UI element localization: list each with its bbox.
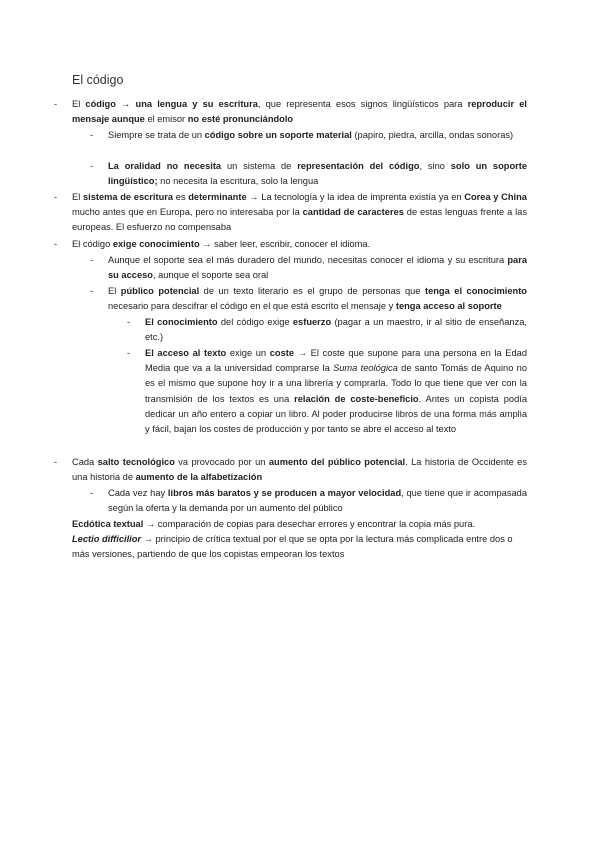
list-item <box>108 253 527 283</box>
text-run: Ecdótica textual <box>72 519 144 529</box>
bullet-marker: - <box>127 348 131 358</box>
text-run: relación de coste-beneficio <box>294 393 419 404</box>
text-run: representación del código <box>297 161 420 171</box>
text-run: tenga el conocimiento <box>424 286 527 296</box>
text-run: un sistema de <box>221 161 298 171</box>
text-run: Lectio difficilior <box>72 534 142 544</box>
text-run: de un texto literario es el grupo de personas que <box>199 286 425 296</box>
text-run: , sino <box>419 161 451 171</box>
text-run: Aunque el soporte sea el más duradero del mundo, necesitas conocer el idioma y su escritura <box>108 255 508 265</box>
text-run: → El coste que supone para una persona en la Edad Media que va a la universidad comprarse la <box>145 348 527 374</box>
text-run: exige un <box>226 348 270 358</box>
text-run: es <box>173 192 189 202</box>
text-run: → <box>115 99 136 109</box>
text-run: reproducir el mensaje aunque <box>72 99 528 125</box>
text-run: (pagar a un maestro, ir al sitio de enseñanza, etc.) <box>145 317 527 343</box>
bullet-marker: - <box>54 99 58 109</box>
list-item <box>72 237 527 252</box>
text-run: aumento de la alfabetización <box>135 472 263 483</box>
text-run: una lengua y su escritura <box>135 99 258 109</box>
text-run: solo un soporte lingüístico; <box>108 161 528 187</box>
text-run: público potencial <box>120 286 200 296</box>
text-run: El <box>72 99 86 109</box>
text-run: El código <box>72 239 113 249</box>
list-item <box>108 159 527 189</box>
text-run: El <box>72 192 83 202</box>
text-run: → saber leer, escribir, conocer el idioma. <box>199 239 371 249</box>
paragraph-ecdotica <box>72 517 527 532</box>
list-item <box>72 190 527 236</box>
text-run: , aunque el soporte sea oral <box>152 270 269 281</box>
text-run: Cada <box>72 457 98 467</box>
text-run: el emisor <box>144 114 188 125</box>
text-run: El conocimiento <box>145 317 218 327</box>
text-run: (papiro, piedra, arcilla, ondas sonoras) <box>351 130 514 140</box>
text-run: → principio de crítica textual por el que se opta por la lectura más complicada entre dos o más versiones, partiendo de que los copistas empeoran los textos <box>72 534 513 560</box>
text-run: El acceso al texto <box>145 348 227 358</box>
text-run: sistema de escritura <box>82 192 174 202</box>
bullet-marker: - <box>54 239 58 249</box>
bullet-marker: - <box>54 457 58 467</box>
text-run: cantidad de caracteres <box>302 207 404 218</box>
paragraph-lectio-difficilior <box>72 532 527 562</box>
bullet-marker: - <box>127 317 131 327</box>
text-run: del código exige <box>217 317 293 327</box>
bullet-marker: - <box>90 488 94 498</box>
text-run: no esté pronunciándolo <box>187 114 294 125</box>
list-item <box>108 284 527 314</box>
bullet-marker: - <box>90 161 94 171</box>
text-run: → La tecnología y la idea de imprenta existía ya en <box>246 192 465 202</box>
list-item <box>108 486 527 516</box>
text-run: coste <box>269 348 295 358</box>
section-title: El código <box>72 73 124 87</box>
text-run: necesario para descifrar el código en el que está escrito el mensaje y <box>108 301 396 312</box>
text-run: exige conocimiento <box>112 239 200 249</box>
bullet-marker: - <box>54 192 58 202</box>
text-run: El <box>108 286 121 296</box>
list-item <box>145 346 527 437</box>
text-run: aumento del público potencial <box>268 457 406 467</box>
text-run: , que tiene que ir acompasada según la oferta y la demanda por un aumento del público <box>108 488 527 514</box>
list-item <box>72 455 527 485</box>
text-run: código sobre un soporte material <box>204 130 352 140</box>
text-run: → comparación de copias para desechar errores y encontrar la copia más pura. <box>143 519 476 529</box>
list-item <box>72 97 527 127</box>
text-run: va provocado por un <box>174 457 269 467</box>
text-run: de santo Tomás de Aquino no es el mismo que supone hoy ir a una librería y comprarla. Todo lo que tiene que ver con la transmisión de los textos es una <box>145 363 527 404</box>
text-run: esfuerzo <box>292 317 332 327</box>
text-run: no necesita la escritura, solo la lengua <box>157 176 319 187</box>
text-run: mucho antes que en Europa, pero no interesaba por la <box>72 207 303 218</box>
text-run: Suma teológica <box>333 363 398 374</box>
text-run: para su acceso <box>108 255 527 281</box>
text-run: libros más baratos y se producen a mayor velocidad <box>167 488 402 498</box>
text-run: Corea y China <box>464 192 527 202</box>
bullet-marker: - <box>90 255 94 265</box>
text-run: tenga acceso al soporte <box>395 301 502 312</box>
text-run: Siempre se trata de un <box>108 130 205 140</box>
text-run: . La historia de Occidente es una historia de <box>72 457 527 483</box>
text-run: de estas lenguas frente a las europeas. El esfuerzo no compensaba <box>72 207 527 233</box>
bullet-marker: - <box>90 130 94 140</box>
text-run: Cada vez hay <box>108 488 168 498</box>
text-run: salto tecnológico <box>97 457 175 467</box>
text-run: , que representa esos signos lingüísticos para <box>257 99 468 109</box>
bullet-marker: - <box>90 286 94 296</box>
list-item <box>108 128 527 143</box>
text-run: código <box>85 99 116 109</box>
text-run: determinante <box>188 192 247 202</box>
text-run: . Antes un copista podía dedicar un año entero a copiar un libro. Al poder producirse libros de una forma más amplia y fácil, bajan los costes de producción y por tanto se abre el acceso al texto <box>145 393 527 435</box>
text-run: La oralidad no necesita <box>108 161 222 171</box>
list-item <box>145 315 527 345</box>
